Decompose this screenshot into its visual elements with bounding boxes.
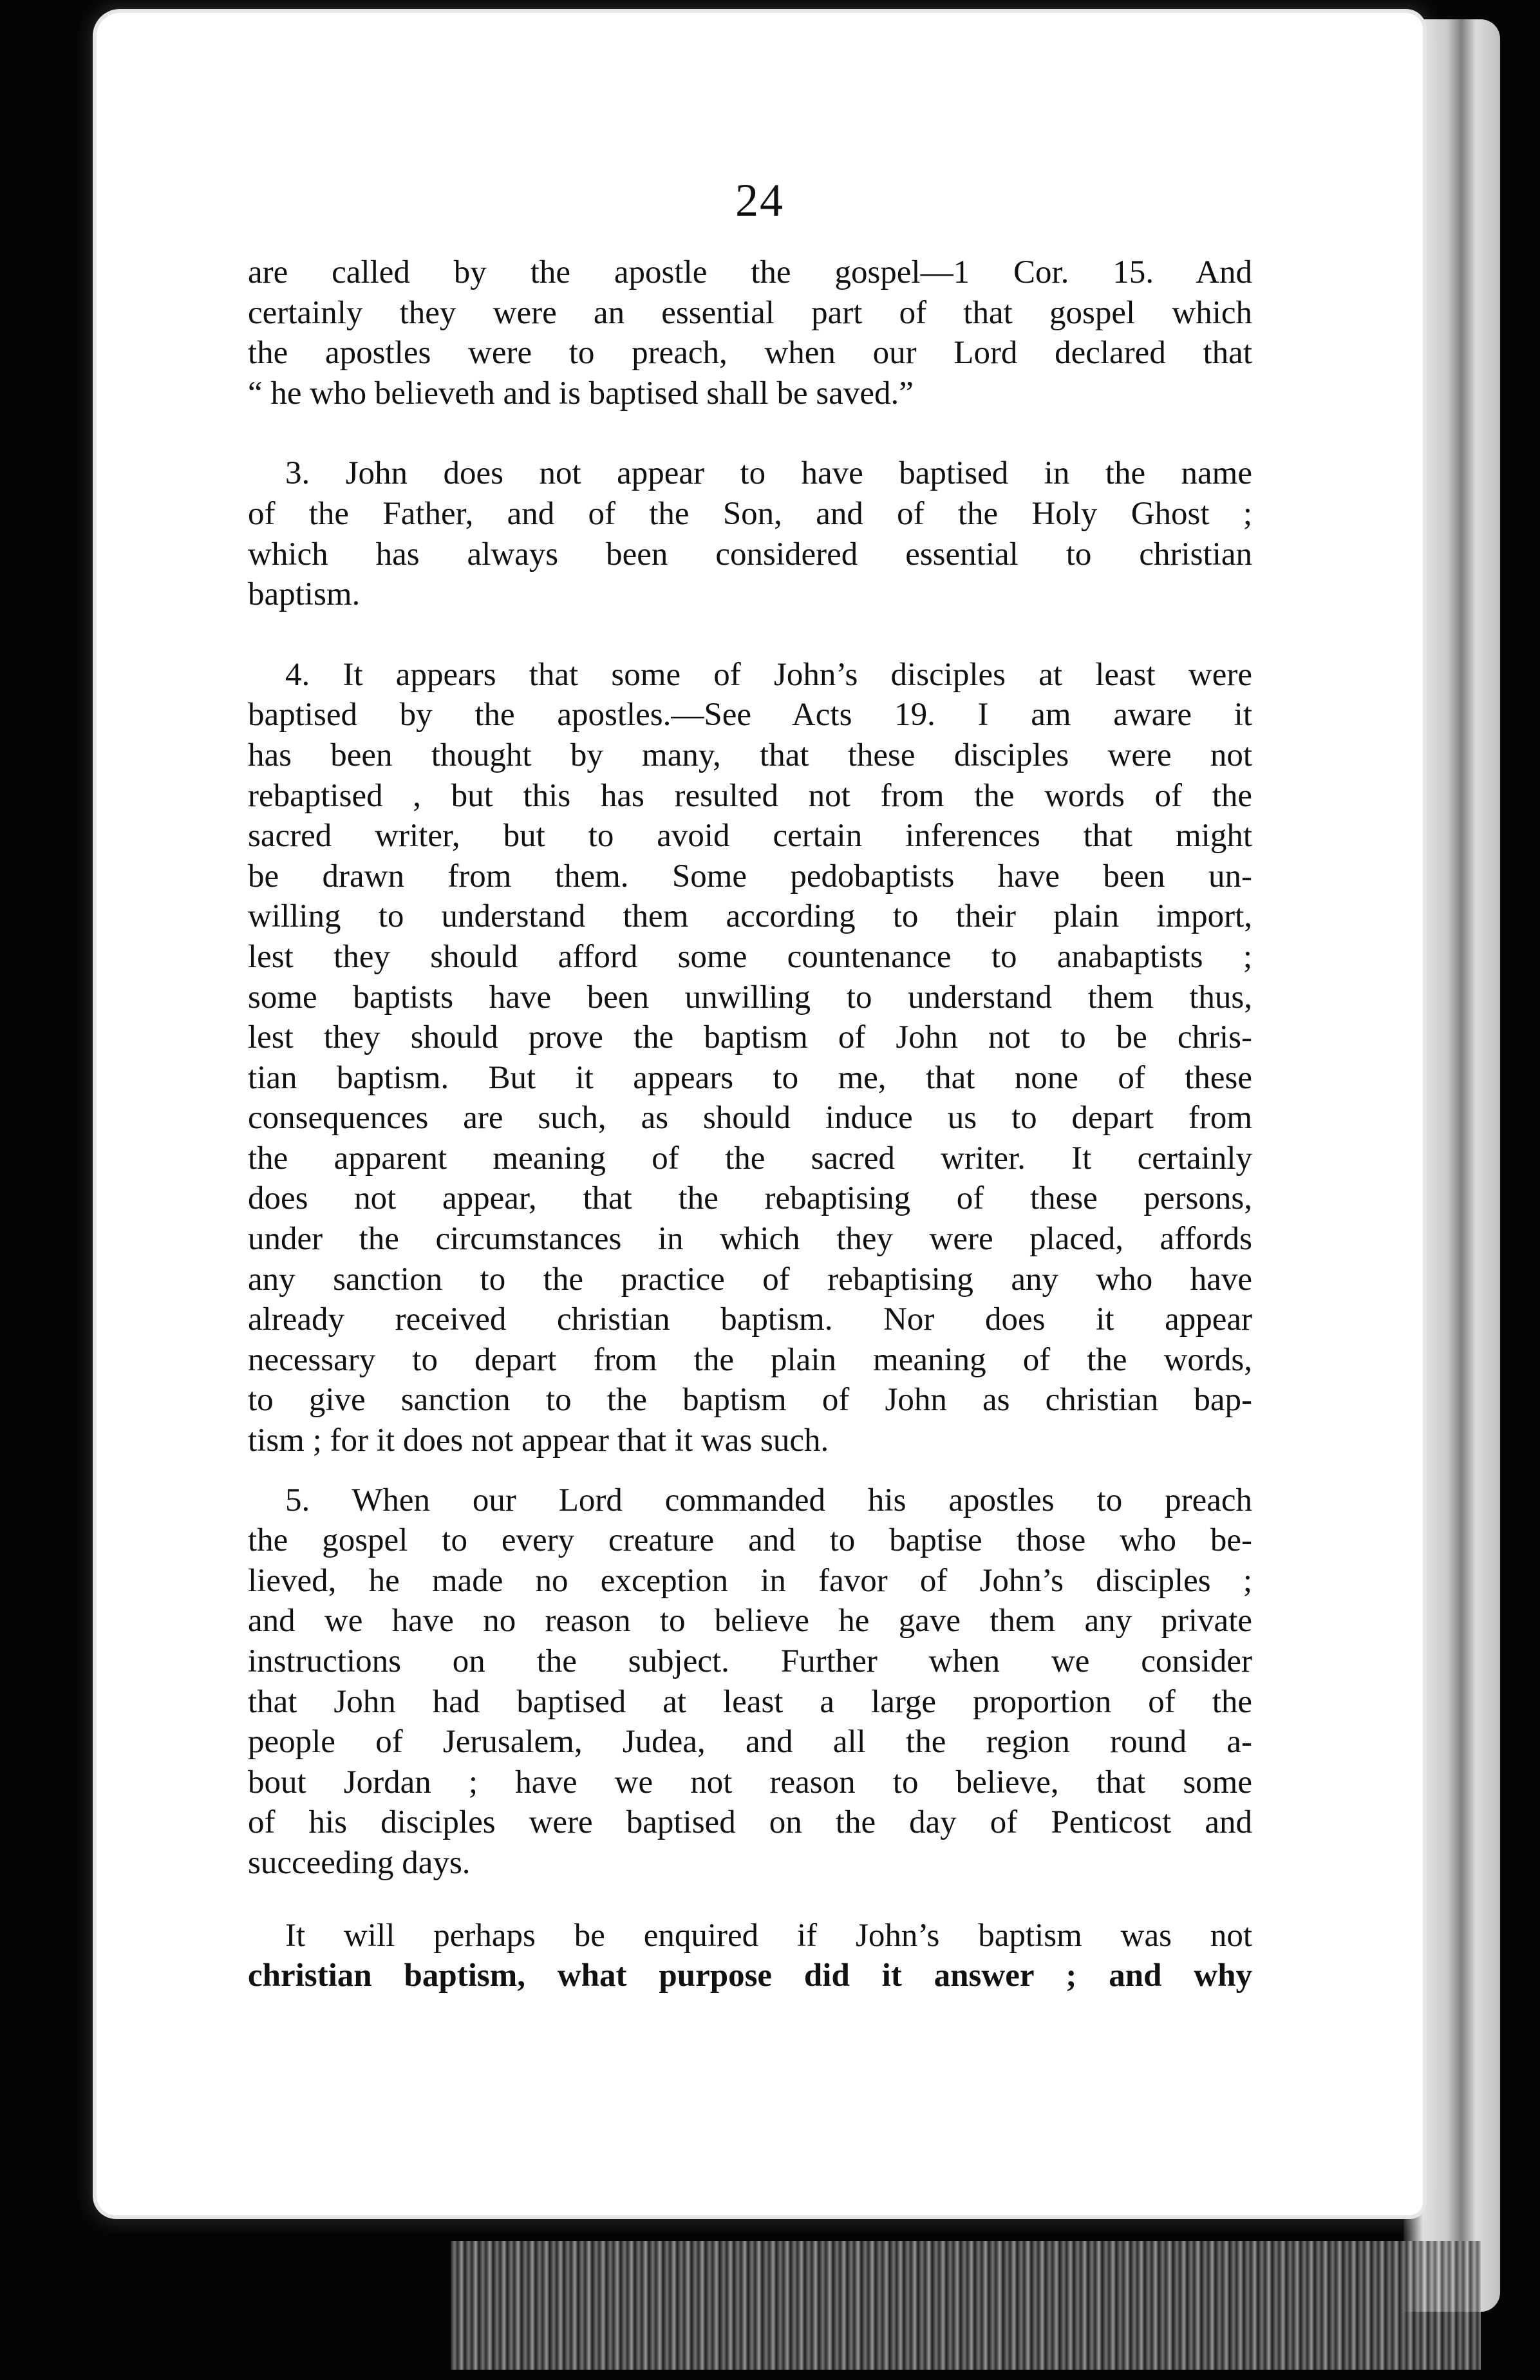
text-line: under the circumstances in which they were placed, affords (248, 1221, 1252, 1258)
text-line: instructions on the subject. Further when we consider (248, 1643, 1252, 1679)
text-line: tism ; for it does not appear that it was such. (248, 1422, 829, 1459)
text-line: 3. John does not appear to have baptised in the name (285, 455, 1252, 492)
paragraph-point-4 (248, 655, 1252, 1461)
text-line: sacred writer, but to avoid certain inferences that might (248, 818, 1252, 855)
text-line: tian baptism. But it appears to me, that none of these (248, 1059, 1252, 1096)
text-line: consequences are such, as should induce us to depart from (248, 1100, 1252, 1137)
text-line: baptised by the apostles.—See Acts 19. I am aware it (248, 697, 1252, 733)
text-line: has been thought by many, that these disciples were not (248, 737, 1252, 773)
text-line: lest they should afford some countenance to anabaptists ; (248, 938, 1252, 975)
text-line: of the Father, and of the Son, and of the Holy Ghost ; (248, 495, 1252, 532)
text-line: the apostles were to preach, when our Lord declared that (248, 335, 1252, 372)
page-text (248, 252, 1252, 1996)
text-line: already received christian baptism. Nor does it appear (248, 1301, 1252, 1338)
paragraph-continuation (248, 252, 1252, 413)
text-line: rebaptised , but this has resulted not from the words of the (248, 777, 1252, 814)
scan-bottom-strip (451, 2241, 1481, 2370)
text-line: does not appear, that the rebaptising of these persons, (248, 1180, 1252, 1217)
paragraph-point-5 (248, 1480, 1252, 1884)
text-line: lieved, he made no exception in favor of John’s disciples ; (248, 1562, 1252, 1599)
text-line: 5. When our Lord commanded his apostles to preach (285, 1482, 1252, 1518)
text-line: the gospel to every creature and to baptise those who be- (248, 1522, 1252, 1559)
text-line: It will perhaps be enquired if John’s baptism was not (285, 1917, 1252, 1954)
text-line: and we have no reason to believe he gave them any private (248, 1603, 1252, 1639)
text-line: bout Jordan ; have we not reason to believe, that some (248, 1764, 1252, 1800)
text-line: which has always been considered essential to christian (248, 536, 1252, 572)
paragraph-closing (248, 1916, 1252, 1996)
text-line: “ he who believeth and is baptised shall be saved.” (248, 375, 914, 411)
text-line: willing to understand them according to their plain import, (248, 898, 1252, 935)
text-line: christian baptism, what purpose did it answer ; and why (248, 1958, 1252, 1994)
text-line: that John had baptised at least a large proportion of the (248, 1683, 1252, 1720)
text-line: the apparent meaning of the sacred writer. It certainly (248, 1140, 1252, 1176)
text-line: succeeding days. (248, 1844, 471, 1881)
text-line: certainly they were an essential part of that gospel which (248, 294, 1252, 331)
text-line: lest they should prove the baptism of John not to be chris- (248, 1019, 1252, 1056)
text-line: people of Jerusalem, Judea, and all the region round a- (248, 1724, 1252, 1761)
page-number: 24 (735, 175, 784, 226)
text-line: to give sanction to the baptism of John as christian bap- (248, 1382, 1252, 1419)
text-line: be drawn from them. Some pedobaptists have been un- (248, 858, 1252, 894)
text-line: necessary to depart from the plain meaning of the words, (248, 1341, 1252, 1378)
text-line: 4. It appears that some of John’s disciples at least were (285, 656, 1252, 693)
paragraph-point-3 (248, 453, 1252, 614)
text-line: of his disciples were baptised on the day of Penticost and (248, 1804, 1252, 1841)
text-line: are called by the apostle the gospel—1 Cor. 15. And (248, 254, 1252, 290)
text-line: baptism. (248, 576, 361, 613)
text-line: any sanction to the practice of rebaptising any who have (248, 1261, 1252, 1298)
text-line: some baptists have been unwilling to understand them thus, (248, 979, 1252, 1015)
